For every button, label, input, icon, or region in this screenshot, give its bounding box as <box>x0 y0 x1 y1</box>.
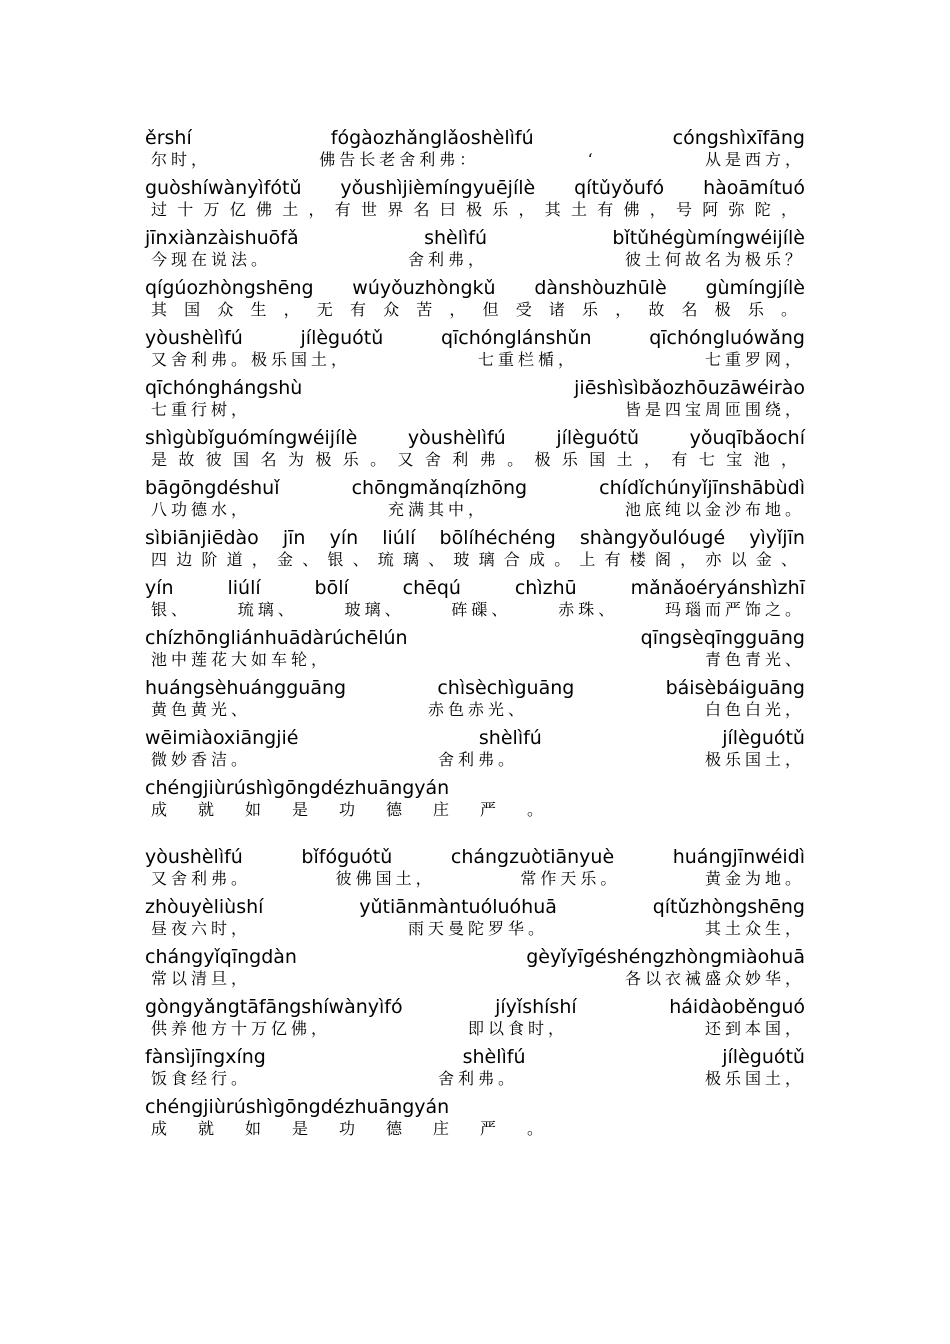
hanzi-segment: 池底纯以金沙布地。 <box>624 500 805 519</box>
text-line <box>145 895 805 945</box>
pinyin-word: wúyǒuzhòngkǔ <box>352 277 496 299</box>
pinyin-word: jílèguótǔ <box>722 727 805 749</box>
pinyin-row <box>145 726 805 750</box>
text-line <box>145 376 805 426</box>
hanzi-segment: 池中莲花大如车轮， <box>151 650 332 669</box>
pinyin-word: yòushèlìfú <box>145 327 243 349</box>
hanzi-row <box>145 650 805 670</box>
pinyin-word: yín <box>145 577 174 599</box>
pinyin-word: báisèbáiguāng <box>665 677 805 699</box>
pinyin-word: chéngjiùrúshìgōngdézhuāngyán <box>145 777 450 799</box>
hanzi-segment: 极乐国土， <box>704 1069 805 1088</box>
pinyin-word: chēqú <box>402 577 461 599</box>
pinyin-word: jīn <box>282 527 306 549</box>
pinyin-word: qítǔyǒufó <box>574 177 665 199</box>
pinyin-word: chéngjiùrúshìgōngdézhuāngyán <box>145 1096 450 1118</box>
hanzi-segment: 成就如是功德庄严。 <box>151 800 575 819</box>
text-line <box>145 326 805 376</box>
pinyin-word: guòshíwànyìfótǔ <box>145 177 302 199</box>
hanzi-row <box>145 700 805 720</box>
pinyin-word: chángzuòtiānyuè <box>450 846 615 868</box>
hanzi-row <box>145 600 805 620</box>
text-line <box>145 126 805 176</box>
hanzi-segment: 赤珠、 <box>558 600 619 619</box>
text-line <box>145 676 805 726</box>
hanzi-row <box>145 400 805 420</box>
hanzi-row <box>145 869 805 889</box>
hanzi-segment: 从是西方， <box>704 150 805 169</box>
pinyin-row <box>145 226 805 250</box>
pinyin-word: ěrshí <box>145 127 192 149</box>
hanzi-row <box>145 300 815 320</box>
pinyin-word: yòushèlìfú <box>407 427 506 449</box>
hanzi-segment: 极乐国土， <box>704 750 805 769</box>
pinyin-row <box>145 426 805 450</box>
hanzi-segment: 各以衣祴盛众妙华， <box>624 969 805 988</box>
hanzi-segment: 饭食经行。 <box>151 1069 252 1088</box>
text-line <box>145 1095 805 1145</box>
pinyin-word: hàoāmítuó <box>703 177 805 199</box>
pinyin-word: mǎnǎoéryánshìzhī <box>630 577 805 599</box>
pinyin-word: huángjīnwéidì <box>672 846 805 868</box>
hanzi-segment: 即以食时， <box>467 1019 568 1038</box>
pinyin-row <box>145 676 805 700</box>
pinyin-row <box>145 845 805 869</box>
hanzi-segment: 成就如是功德庄严。 <box>151 1119 575 1138</box>
pinyin-row <box>145 126 805 150</box>
sutra-section-1 <box>145 126 815 826</box>
hanzi-row <box>145 750 805 770</box>
pinyin-row <box>145 576 805 600</box>
pinyin-word: liúlí <box>382 527 416 549</box>
pinyin-row <box>145 176 805 200</box>
pinyin-word: yǒuqībǎochí <box>689 427 805 449</box>
hanzi-segment: 其土众生， <box>704 919 805 938</box>
pinyin-word: cóngshìxīfāng <box>672 127 805 149</box>
hanzi-row <box>145 800 805 820</box>
hanzi-segment: 玛瑙而严饰之。 <box>664 600 805 619</box>
pinyin-word: yǒushìjièmíngyuējílè <box>340 177 536 199</box>
text-line <box>145 426 809 476</box>
pinyin-word: huángsèhuángguāng <box>145 677 347 699</box>
hanzi-row <box>145 969 805 989</box>
hanzi-segment: 砗磲、 <box>451 600 512 619</box>
pinyin-word: gòngyǎngtāfāngshíwànyìfó <box>145 996 403 1018</box>
pinyin-row <box>145 326 805 350</box>
text-line <box>145 626 805 676</box>
text-line <box>145 995 805 1045</box>
pinyin-word: shèlìfú <box>424 227 487 249</box>
text-line <box>145 845 805 895</box>
pinyin-row <box>145 376 805 400</box>
hanzi-row <box>145 250 805 270</box>
hanzi-segment: 皆是四宝周匝围绕， <box>624 400 805 419</box>
pinyin-word: bāgōngdéshuǐ <box>145 477 280 499</box>
text-line <box>145 1045 805 1095</box>
hanzi-segment: 充满其中， <box>387 500 488 519</box>
pinyin-word: yòushèlìfú <box>145 846 243 868</box>
pinyin-word: gèyǐyīgéshéngzhòngmiàohuā <box>526 946 805 968</box>
pinyin-word: fànsìjīngxíng <box>145 1046 266 1068</box>
pinyin-word: chízhōngliánhuādàrúchēlún <box>145 627 408 649</box>
hanzi-segment: 其国众生，无有众苦，但受诸乐，故名极乐。 <box>151 300 815 319</box>
hanzi-segment: 玻璃、 <box>344 600 405 619</box>
hanzi-segment: ‘ <box>587 150 597 169</box>
hanzi-segment: 舍利弗。 <box>437 750 518 769</box>
pinyin-word: bǐfóguótǔ <box>301 846 393 868</box>
pinyin-word: shìgùbǐguómíngwéijílè <box>145 427 358 449</box>
pinyin-word: bǐtǔhégùmíngwéijílè <box>612 227 805 249</box>
hanzi-segment: 黄金为地。 <box>704 869 805 888</box>
pinyin-row <box>145 945 805 969</box>
pinyin-word: shèlìfú <box>462 1046 526 1068</box>
hanzi-segment: 过十万亿佛土，有世界名曰极乐，其土有佛，号阿弥陀， <box>151 200 808 219</box>
text-line <box>145 176 808 226</box>
hanzi-segment: 佛告长老舍利弗： <box>319 150 480 169</box>
pinyin-word: yǔtiānmàntuóluóhuā <box>359 896 557 918</box>
pinyin-word: jīnxiànzàishuōfǎ <box>145 227 299 249</box>
pinyin-row <box>145 526 805 550</box>
pinyin-word: jíyǐshíshí <box>495 996 577 1018</box>
pinyin-row <box>145 1045 805 1069</box>
hanzi-segment: 常作天乐。 <box>520 869 621 888</box>
hanzi-segment: 赤色赤光、 <box>427 700 528 719</box>
hanzi-segment: 琉璃、 <box>237 600 298 619</box>
pinyin-word: qīchónghángshù <box>145 377 303 399</box>
hanzi-segment: 又舍利弗。极乐国土， <box>151 350 352 369</box>
hanzi-segment: 四边阶道，金、银、琉璃、玻璃合成。上有楼阁，亦以金、 <box>151 550 807 569</box>
pinyin-word: qīchónglánshǔn <box>440 327 592 349</box>
pinyin-row <box>145 276 805 300</box>
hanzi-row <box>145 550 805 570</box>
pinyin-word: jiēshìsìbǎozhōuzāwéirào <box>574 377 805 399</box>
pinyin-row <box>145 895 805 919</box>
hanzi-row <box>145 1069 805 1089</box>
sutra-section-2 <box>145 845 805 1145</box>
pinyin-word: jílèguótǔ <box>300 327 384 349</box>
pinyin-word: chōngmǎnqízhōng <box>351 477 528 499</box>
pinyin-word: qígúozhòngshēng <box>145 277 314 299</box>
text-line <box>145 726 805 776</box>
hanzi-segment: 昼夜六时， <box>151 919 252 938</box>
hanzi-segment: 七重栏楯， <box>477 350 578 369</box>
pinyin-word: chìsèchìguāng <box>437 677 575 699</box>
text-line <box>145 276 815 326</box>
hanzi-segment: 尔时， <box>151 150 212 169</box>
hanzi-row <box>145 450 809 470</box>
hanzi-segment: 又舍利弗。 <box>151 869 252 888</box>
pinyin-word: chìzhū <box>514 577 577 599</box>
hanzi-segment: 银、 <box>151 600 192 619</box>
pinyin-word: yìyǐjīn <box>749 527 805 549</box>
pinyin-row <box>145 476 805 500</box>
hanzi-segment: 微妙香洁。 <box>151 750 252 769</box>
pinyin-word: chídǐchúnyǐjīnshābùdì <box>599 477 805 499</box>
pinyin-word: jílèguótǔ <box>722 1046 805 1068</box>
pinyin-word: chángyǐqīngdàn <box>145 946 297 968</box>
pinyin-word: qīngsèqīngguāng <box>640 627 805 649</box>
pinyin-word: zhòuyèliùshí <box>145 896 264 918</box>
hanzi-segment: 今现在说法。 <box>151 250 272 269</box>
hanzi-row <box>145 919 805 939</box>
pinyin-row <box>145 626 805 650</box>
hanzi-segment: 白色白光， <box>704 700 805 719</box>
text-line <box>145 226 805 276</box>
hanzi-segment: 彼土何故名为极乐？ <box>624 250 805 269</box>
text-line <box>145 776 805 826</box>
hanzi-segment: 舍利弗， <box>407 250 488 269</box>
pinyin-word: wēimiàoxiāngjié <box>145 727 299 749</box>
pinyin-word: bōlíhéchéng <box>439 527 556 549</box>
pinyin-word: dànshòuzhūlè <box>534 277 667 299</box>
hanzi-segment: 七重罗网， <box>704 350 805 369</box>
text-line <box>145 526 805 576</box>
pinyin-row <box>145 776 805 800</box>
hanzi-segment: 是故彼国名为极乐。又舍利弗。极乐国土，有七宝池， <box>151 450 809 469</box>
hanzi-row <box>145 350 805 370</box>
hanzi-segment: 还到本国， <box>704 1019 805 1038</box>
text-line <box>145 476 805 526</box>
hanzi-row <box>145 150 805 170</box>
pinyin-word: shàngyǒulóugé <box>579 527 726 549</box>
hanzi-segment: 八功德水， <box>151 500 252 519</box>
hanzi-segment: 供养他方十万亿佛， <box>151 1019 332 1038</box>
pinyin-word: qīchóngluówǎng <box>649 327 805 349</box>
pinyin-row <box>145 995 805 1019</box>
hanzi-segment: 舍利弗。 <box>437 1069 518 1088</box>
pinyin-word: gùmíngjílè <box>705 277 805 299</box>
pinyin-word: bōlí <box>314 577 349 599</box>
pinyin-word: liúlí <box>227 577 261 599</box>
hanzi-segment: 彼佛国土， <box>335 869 436 888</box>
pinyin-word: yín <box>329 527 359 549</box>
hanzi-row <box>145 1019 805 1039</box>
hanzi-segment: 雨天曼陀罗华。 <box>407 919 548 938</box>
pinyin-word: háidàoběnguó <box>669 996 805 1018</box>
pinyin-word: sìbiānjiēdào <box>145 527 259 549</box>
pinyin-word: shèlìfú <box>478 727 542 749</box>
hanzi-row <box>145 500 805 520</box>
hanzi-segment: 黄色黄光、 <box>151 700 252 719</box>
pinyin-word: fógàozhǎnglǎoshèlìfú <box>330 127 534 149</box>
hanzi-segment: 常以清旦， <box>151 969 252 988</box>
text-line <box>145 945 805 995</box>
hanzi-segment: 青色青光、 <box>704 650 805 669</box>
hanzi-row <box>145 200 808 220</box>
hanzi-segment: 七重行树， <box>151 400 252 419</box>
text-line <box>145 576 805 626</box>
pinyin-word: jílèguótǔ <box>556 427 640 449</box>
hanzi-row <box>145 1119 805 1139</box>
pinyin-row <box>145 1095 805 1119</box>
pinyin-word: qítǔzhòngshēng <box>652 896 805 918</box>
